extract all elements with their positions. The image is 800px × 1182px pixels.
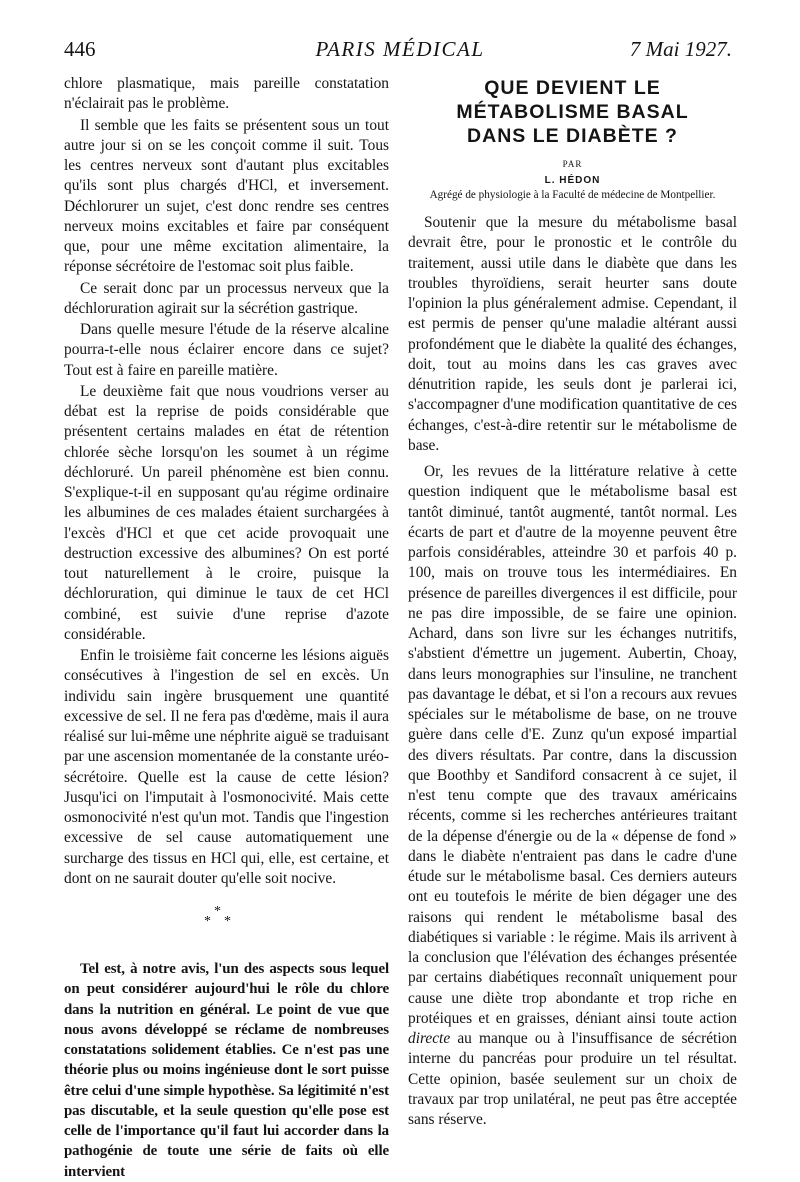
italic-word: directe [408, 1030, 451, 1047]
article-title [408, 76, 737, 148]
paragraph: chlore plasmatique, mais pareille constatation n'éclairait pas le problème. [64, 75, 389, 113]
paragraph-text: au manque ou à l'insuffisance de sécrétion interne du pancréas pour produire un tel résultat. Cette opinion, basée seulement sur un choix de travaux par trop unilatéral, ne peut pas être acceptée sans réserve. [408, 1030, 737, 1128]
article-title-line: QUE DEVIENT LE [484, 77, 661, 99]
paragraph: Il semble que les faits se présentent sous un tout autre jour si on se les conçoit comme il suit. Tous les centres nerveux sont d'autant plus excitables qu'ils sont plus chargés d'HCl, et inversement. Déchlorurer un sujet, c'est donc rendre ses centres nerveux moins excitables et faire par conséquent que, pour une même excitation alimentaire, la réponse sécrétoire de l'estomac soit plus faible. [64, 116, 389, 276]
article-title-line: DANS LE DIABÈTE ? [467, 125, 678, 147]
left-column [64, 74, 389, 1182]
page-header [0, 37, 800, 67]
issue-date: 7 Mai 1927. [629, 37, 732, 61]
section-separator-stars: * * * [204, 904, 231, 929]
paragraph-text: Or, les revues de la littérature relative à cette question indiquent que le métabolisme basal est tantôt diminué, tantôt augmenté, tantôt normal. Les écarts de part et d'autre de la moyenne peuvent être parfois considérables, atteindre 30 et parfois 40 p. 100, mais on trouve tous les intermédiaires. En présence de pareilles divergences il est difficile, pour ne pas dire impossible, de se faire une opinion. Achard, dans son livre sur les échanges nutritifs, s'abstient d'émettre un jugement. Aubertin, Choay, dans leurs monographies sur l'insuline, ne tranchent pas davantage le débat, et si l'on a recours aux revues spéciales sur le métabolisme de base, on ne trouve guère dans celle d'E. Zunz qu'un exposé impartial des divers résultats. Par contre, dans la discussion que Boothby et Sandiford consacrent à ce sujet, il n'est tenu compte que des travaux américains récents, comme si les recherches antérieures traitant de la dépense d'énergie ou de la « dépense de fond » dans le diabète n'entraient pas dans le cadre d'une étude sur le métabolisme basal. Ces derniers auteurs ont eu toutefois le mérite de bien dégager une des raisons qui rendent le métabolisme basal des diabétiques si variable : le régime. Mais ils arrivent à la conclusion que l'élévation des échanges présentée par certains diabétiques reconnaît uniquement pour cause une diète trop abondante et trop riche en protéiques et en graisses, déniant ainsi toute action [408, 463, 737, 1027]
article-title-line: MÉTABOLISME BASAL [456, 101, 689, 123]
paragraph: Soutenir que la mesure du métabolisme basal devrait être, pour le pronostic et le contrôle du traitement, aussi utile dans le diabète que dans les troubles thyroïdiens, serait heurter sans doute l'opinion la plus généralement admise. Cependant, il est permis de penser qu'une maladie altérant aussi profondément que le diabète la qualité des échanges, doit, tout au moins dans les cas graves avec dénutrition rapide, les seuls dont je parlerai ici, s'accompagner d'une modification quantitative de ces échanges, c'est-à-dire retentir sur le métabolisme de base. [408, 214, 737, 454]
author-affiliation: Agrégé de physiologie à la Faculté de médecine de Montpellier. [429, 189, 716, 201]
right-column [408, 76, 737, 1130]
journal-title: PARIS MÉDICAL [315, 37, 485, 61]
byline-par: PAR [562, 159, 583, 169]
paragraph: Ce serait donc par un processus nerveux que la déchloruration agirait sur la sécrétion gastrique. [64, 279, 389, 317]
page-number: 446 [64, 37, 96, 61]
paragraph [408, 462, 737, 1130]
closing-paragraph: Tel est, à notre avis, l'un des aspects sous lequel on peut considérer aujourd'hui le rôle du chlore dans la nutrition en général. Le point de vue que nous avons développé se réclame de nombreuses constatations solidement établies. Ce n'est pas une théorie plus ou moins ingénieuse dont le sort puisse être celui d'une simple hypothèse. Sa légitimité n'est pas discutable, et la seule question qu'elle pose est celle de l'importance qu'il faut lui accorder dans la pathogénie de toute une série de faits où elle intervient [64, 961, 389, 1180]
paragraph: Enfin le troisième fait concerne les lésions aiguës consécutives à l'ingestion de sel en excès. Un individu sain ingère brusquement une quantité excessive de sel. Il ne fera pas d'œdème, mais il aura réalisé sur lui-même une néphrite aiguë se traduisant par une ascension momentanée de la constante uréo-sécrétoire. Quelle est la cause de cette lésion? Jusqu'ici on l'imputait à l'osmonocivité. Mais cette osmonocivité n'est qu'un mot. Tandis que l'ingestion excessive de sel cause automatiquement une surcharge des tissus en HCl qui, elle, est certaine, et dont on ne saurait douter qu'elle soit nocive. [64, 647, 389, 887]
author-name: L. HÉDON [544, 175, 601, 186]
paragraph: Dans quelle mesure l'étude de la réserve alcaline pourra-t-elle nous éclairer encore dans ce sujet? Tout est à faire en pareille matière. [64, 321, 389, 379]
paragraph: Le deuxième fait que nous voudrions verser au débat est la reprise de poids considérable que présentent certains malades en état de rétention chlorée sèche lorsqu'on les soumet à un régime déchloruré. Un pareil phénomène est bien connu. S'explique-t-il en supposant qu'au régime ordinaire les albumines de ces malades étaient surchargées à l'excès d'HCl et que cet acide provoquait une destruction excessive des albumines? On est porté tout naturellement à le croire, puisque la déchloruration, qui diminue le taux de cet HCl combiné, est suivie d'une reprise d'azote considérable. [64, 382, 389, 643]
